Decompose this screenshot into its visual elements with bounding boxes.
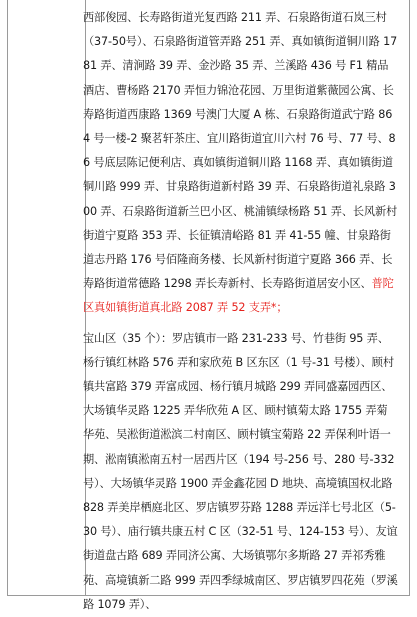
putuo-address-list: 西部俊园、长寿路街道光复西路 211 弄、石泉路街道石岚三村（37-50号）、石泉路街道管弄路 251 弄、真如镇街道铜川路 1781 弄、清涧路 39 弄、金沙路 35 弄、兰溪路 436 号 F1 精品酒店、曹杨路 2170 弄恒力锦沧花园、万里街道紫薇园公寓、长寿路街道西康路 1369 号澳门大厦 A 栋、石泉路街道武宁路 864 号一楼-2 聚茗轩茶庄、宜川路街道宜川六村 76 号、77 号、86 号底层陈记便利店、真如镇街道铜川路 1168 弄、真如镇街道铜川路 999 弄、甘泉路街道新村路 39 弄、石泉路街道礼泉路 300 弄、石泉路街道新兰巴小区、桃浦镇绿杨路 51 弄、长风新村街道宁夏路 353 弄、长征镇清峪路 81 弄 41-55 幢、甘泉路街道志丹路 176 号佰隆商务楼、长风新村街道宁夏路 366 弄、长寿路街道常德路 1298 弄长寿新村、长寿路街道居安小区、 — [83, 11, 398, 291]
highlighted-address: 普陀区真如镇街道真北路 2087 弄 52 支弄*； — [83, 277, 394, 315]
table-left-column — [8, 0, 86, 595]
putuo-district-paragraph — [83, 6, 398, 321]
baoshan-address-list: 宝山区（35 个）：罗店镇市一路 231-233 号、竹巷街 95 弄、杨行镇红林路 576 弄和家欣苑 B 区东区（1 号-31 号楼）、顾村镇共富路 379 弄富成园、杨行镇月城路 299 弄同盛嘉园西区、大场镇华灵路 1225 弄华欣苑 A 区、顾村镇菊太路 1755 弄菊华苑、吴淞街道淞滨二村南区、顾村镇宝菊路 22 弄保利叶语一期、淞南镇淞南五村一居西片区（194 号-256 号、280 号-332 号）、大场镇华灵路 1900 弄金鑫花园 D 地块、高境镇国权北路 828 弄美岸栖庭北区、罗店镇罗芬路 1288 弄远洋七号北区（5-30 号）、庙行镇共康五村 C 区（32-51 号、124-153 号）、友谊街道盘古路 689 弄同济公寓、大场镇鄂尔多斯路 27 弄祁秀雅苑、高境镇新二路 999 弄四季绿城南区、罗店镇罗四花苑（罗溪路 1079 弄）、 — [83, 331, 398, 611]
table-content-cell — [83, 6, 398, 617]
baoshan-district-paragraph — [83, 327, 398, 617]
